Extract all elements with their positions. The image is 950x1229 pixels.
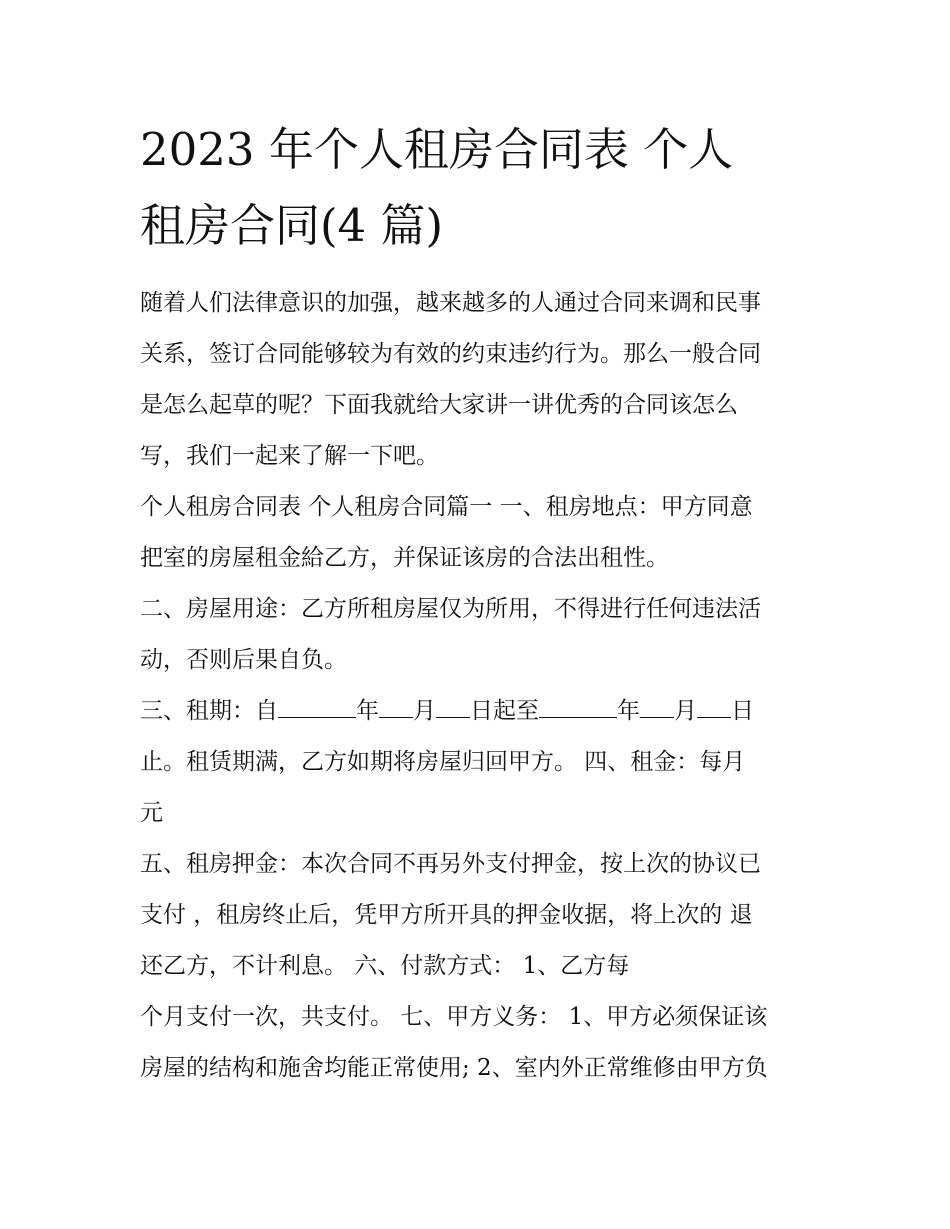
- fill-in-blank: [697, 697, 731, 718]
- text-segment: 月: [674, 698, 697, 724]
- document-title: [140, 112, 812, 264]
- text-segment: 年: [356, 698, 379, 724]
- text-line: 关系，签订合同能够较为有效的约束违约行为。那么一般合同: [140, 341, 761, 367]
- text-segment: 三、租期：自: [140, 698, 278, 724]
- document-content: [140, 112, 812, 1094]
- section-1-paragraph: [140, 482, 812, 584]
- intro-paragraph: [140, 278, 812, 482]
- text-line: 还乙方，不计利息。 六、付款方式： 1、乙方每: [140, 953, 630, 979]
- text-segment: 年: [617, 698, 640, 724]
- text-segment: 月: [413, 698, 436, 724]
- fill-in-blank: [278, 697, 356, 718]
- text-line: 个人租房合同表 个人租房合同篇一 一、租房地点：甲方同意: [140, 494, 753, 520]
- section-5-paragraph: [140, 839, 812, 992]
- text-line: 止。租赁期满，乙方如期将房屋归回甲方。 四、租金：每月: [140, 749, 746, 775]
- title-line: 租房合同(4 篇): [140, 199, 444, 252]
- document-body: [140, 278, 812, 1094]
- text-line: 是怎么起草的呢？下面我就给大家讲一讲优秀的合同该怎么: [140, 392, 738, 418]
- text-line: 二、房屋用途：乙方所租房屋仅为所用，不得进行任何违法活: [140, 596, 761, 622]
- fill-in-blank: [436, 697, 470, 718]
- title-line: 2023 年个人租房合同表 个人: [140, 123, 734, 176]
- section-7-paragraph: [140, 992, 812, 1094]
- text-line: 个月支付一次，共支付。 七、甲方义务： 1、甲方必须保证该: [140, 1004, 768, 1030]
- text-line: 随着人们法律意识的加强，越来越多的人通过合同来调和民事: [140, 290, 761, 316]
- text-line: 房屋的结构和施舍均能正常使用; 2、室内外正常维修由甲方负: [140, 1055, 768, 1081]
- text-line-with-blanks: [140, 686, 812, 737]
- text-line: 元: [140, 800, 163, 826]
- text-line: 支付 ，租房终止后，凭甲方所开具的押金收据，将上次的 退: [140, 902, 753, 928]
- fill-in-blank: [379, 697, 413, 718]
- fill-in-blank: [640, 697, 674, 718]
- text-segment: 日: [731, 698, 754, 724]
- text-line: 写，我们一起来了解一下吧。: [140, 443, 439, 469]
- text-line: 动，否则后果自负。: [140, 647, 347, 673]
- section-3-paragraph: [140, 686, 812, 839]
- section-2-paragraph: [140, 584, 812, 686]
- text-line: 把室的房屋租金給乙方，并保证该房的合法出租性。: [140, 545, 669, 571]
- text-segment: 日起至: [470, 698, 539, 724]
- text-line: 五、租房押金：本次合同不再另外支付押金，按上次的协议已: [140, 851, 761, 877]
- fill-in-blank: [539, 697, 617, 718]
